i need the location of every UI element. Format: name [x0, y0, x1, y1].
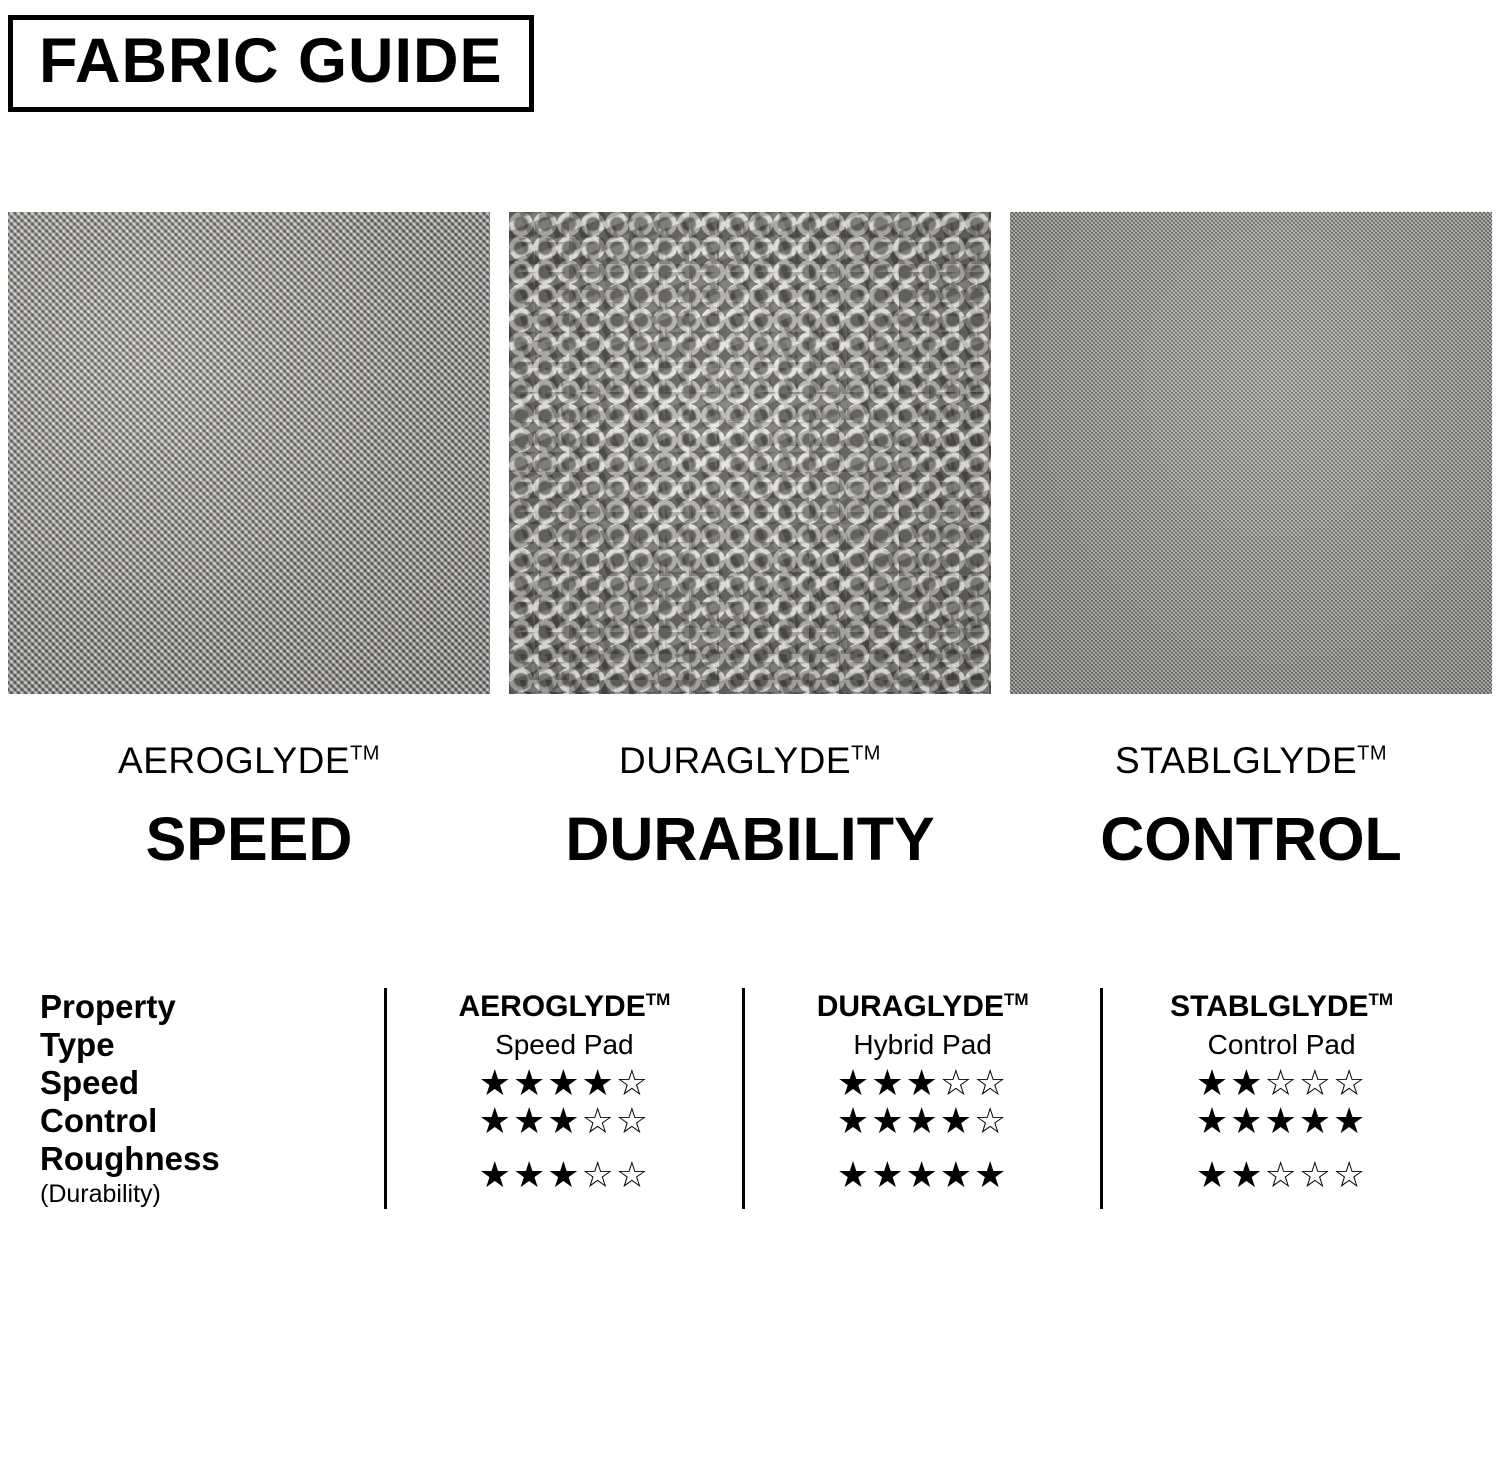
- fabric-attribute-duraglyde: DURABILITY: [565, 805, 935, 873]
- trademark-symbol: TM: [1357, 742, 1388, 765]
- trademark-symbol: TM: [350, 742, 380, 765]
- rating-speed-stablglyde: ★★☆☆☆: [1102, 1064, 1460, 1102]
- table-row: [40, 1026, 1460, 1064]
- row-label-speed: Speed: [40, 1064, 140, 1101]
- comparison-table-wrap: [40, 988, 1460, 1209]
- rating-roughness-duraglyde: ★★★★★: [743, 1140, 1101, 1209]
- table-header-aeroglyde: [385, 988, 743, 1026]
- table-header-row: [40, 988, 1460, 1026]
- rating-speed-aeroglyde: ★★★★☆: [385, 1064, 743, 1102]
- table-header-property: Property: [40, 988, 176, 1025]
- fabric-card-aeroglyde: [8, 212, 490, 874]
- rating-roughness-aeroglyde: ★★★☆☆: [385, 1140, 743, 1209]
- table-row: [40, 1064, 1460, 1102]
- rating-control-aeroglyde: ★★★☆☆: [385, 1102, 743, 1140]
- row-label-control: Control: [40, 1102, 158, 1139]
- cell-type-duraglyde: Hybrid Pad: [743, 1026, 1101, 1064]
- fabric-attribute-aeroglyde: SPEED: [145, 805, 353, 873]
- rating-roughness-stablglyde: ★★☆☆☆: [1102, 1140, 1460, 1209]
- fabric-swatch-row: [8, 212, 1492, 874]
- trademark-symbol: TM: [645, 990, 671, 1009]
- rating-speed-duraglyde: ★★★☆☆: [743, 1064, 1101, 1102]
- row-label-roughness-sub: (Durability): [40, 1180, 161, 1208]
- trademark-symbol: TM: [1003, 990, 1029, 1009]
- fabric-swatch-duraglyde: [509, 212, 991, 694]
- table-header-brand-text: STABLGLYDE: [1170, 990, 1369, 1023]
- row-label-roughness-text: Roughness: [40, 1140, 220, 1177]
- row-label-roughness: [40, 1140, 385, 1209]
- table-header-brand-text: AEROGLYDE: [458, 990, 646, 1023]
- fabric-name-duraglyde: [509, 740, 991, 782]
- trademark-symbol: TM: [1368, 990, 1394, 1009]
- fabric-swatch-stablglyde: [1010, 212, 1492, 694]
- fabric-name-text: AEROGLYDE: [118, 740, 351, 781]
- fabric-attribute-stablglyde: CONTROL: [1100, 805, 1402, 873]
- table-row: [40, 1102, 1460, 1140]
- table-header-duraglyde: [743, 988, 1101, 1026]
- trademark-symbol: TM: [851, 742, 881, 765]
- rating-control-stablglyde: ★★★★★: [1102, 1102, 1460, 1140]
- fabric-name-text: STABLGLYDE: [1114, 740, 1358, 781]
- cell-type-aeroglyde: Speed Pad: [385, 1026, 743, 1064]
- cell-type-stablglyde: Control Pad: [1102, 1026, 1460, 1064]
- rating-control-duraglyde: ★★★★☆: [743, 1102, 1101, 1140]
- fabric-swatch-aeroglyde: [8, 212, 490, 694]
- page-title: FABRIC GUIDE: [39, 26, 503, 96]
- fabric-name-text: DURAGLYDE: [619, 740, 852, 781]
- table-row: [40, 1140, 1460, 1209]
- fabric-card-stablglyde: [1010, 212, 1492, 874]
- page-title-box: [8, 15, 534, 112]
- fabric-name-aeroglyde: [8, 740, 490, 782]
- table-header-stablglyde: [1102, 988, 1460, 1026]
- comparison-table: [40, 988, 1460, 1209]
- fabric-name-stablglyde: [1010, 740, 1492, 782]
- fabric-card-duraglyde: [509, 212, 991, 874]
- table-header-brand-text: DURAGLYDE: [816, 990, 1004, 1023]
- row-label-type: Type: [40, 1026, 115, 1063]
